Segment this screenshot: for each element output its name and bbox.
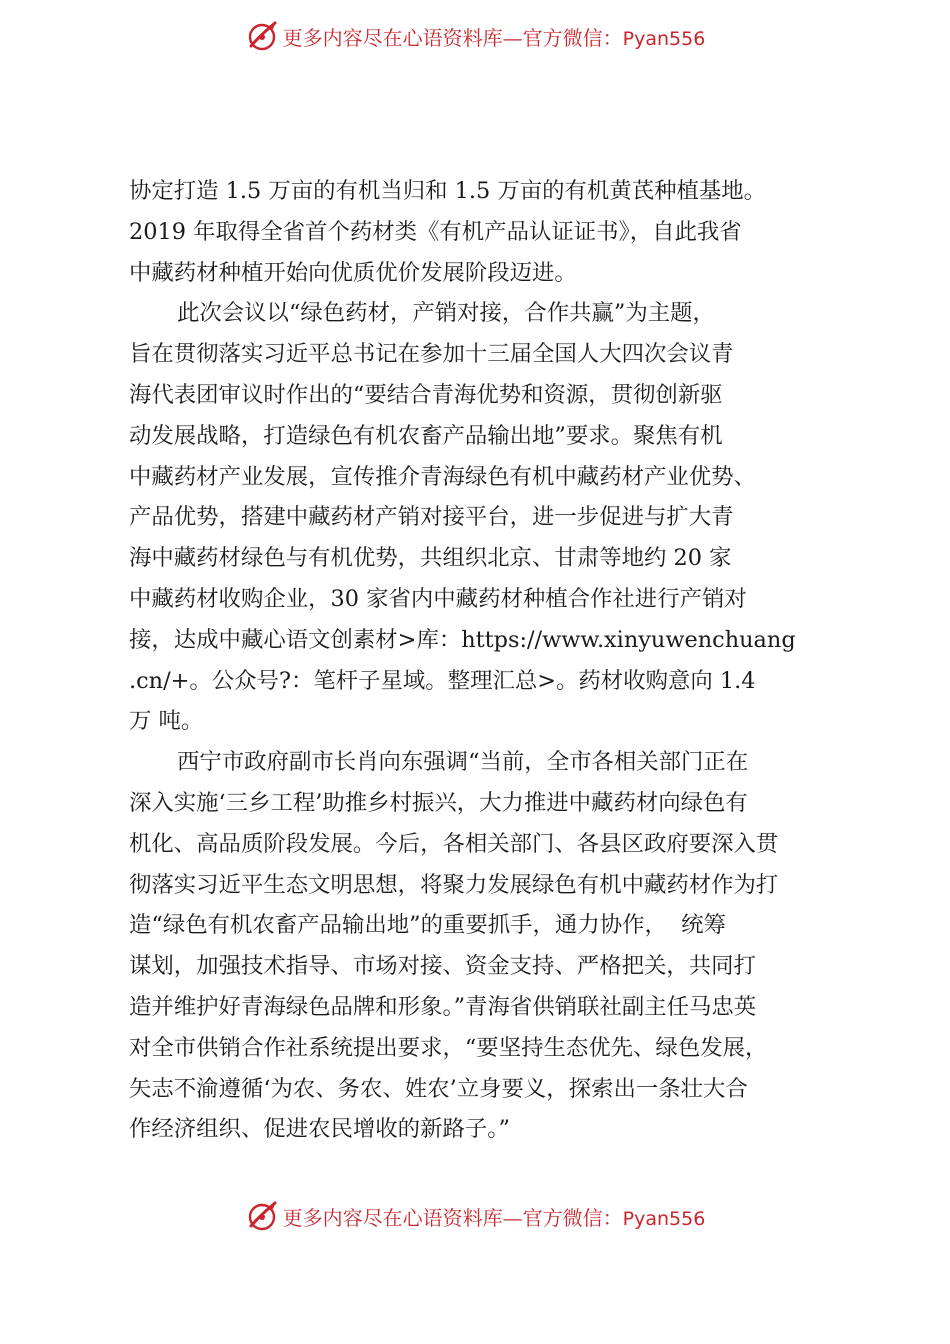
body-line: 接，达成中藏心语文创素材>库：https://www.xinyuwenchuang [129, 626, 796, 653]
body-line: 海中藏药材绿色与有机优势，共组织北京、甘肃等地约 20 家 [129, 545, 732, 572]
body-line: 机化、高品质阶段发展。今后，各相关部门、各县区政府要深入贯 [129, 830, 779, 857]
header-banner [0, 16, 950, 56]
footer-wechat-handle: Pyan556 [622, 1207, 706, 1230]
body-line: 协定打造 1.5 万亩的有机当归和 1.5 万亩的有机黄芪种植基地。 [129, 178, 767, 204]
document-body [129, 171, 839, 1150]
body-line: 彻落实习近平生态文明思想，将聚力发展绿色有机中藏药材作为打 [129, 871, 779, 898]
body-line: 作经济组织、促进农民增收的新路子。” [129, 1116, 510, 1143]
paragraph-start-line: 此次会议以“绿色药材，产销对接，合作共赢”为主题， [177, 300, 715, 327]
brush-logo-icon [245, 19, 279, 53]
body-line: 万 吨。 [129, 708, 204, 735]
body-line: .cn/+。公众号?：笔杆子星域。整理汇总>。药材收购意向 1.4 [129, 667, 756, 694]
body-line: 矢志不渝遵循‘为农、务农、姓农’立身要义，探索出一条壮大合 [129, 1075, 748, 1102]
paragraph-start-line: 西宁市政府副市长肖向东强调“当前，全市各相关部门正在 [177, 749, 749, 776]
body-line: 中藏药材产业发展，宣传推介青海绿色有机中藏药材产业优势、 [129, 463, 756, 490]
body-line: 旨在贯彻落实习近平总书记在参加十三届全国人大四次会议青 [129, 341, 734, 368]
body-line: 产品优势，搭建中藏药材产销对接平台，进一步促进与扩大青 [129, 504, 734, 531]
body-line: 2019 年取得全省首个药材类《有机产品认证证书》，自此我省 [129, 218, 742, 245]
body-line: 对全市供销合作社系统提出要求，“要坚持生态优先、绿色发展， [129, 1034, 768, 1061]
body-line: 造并维护好青海绿色品牌和形象。”青海省供销联社副主任马忠英 [129, 993, 757, 1020]
body-line: 谋划，加强技术指导、市场对接、资金支持、严格把关，共同打 [129, 953, 756, 980]
header-wechat-handle: Pyan556 [622, 27, 706, 50]
body-line: 深入实施‘三乡工程’助推乡村振兴，大力推进中藏药材向绿色有 [129, 789, 748, 816]
body-line: 中藏药材收购企业，30 家省内中藏药材种植合作社进行产销对 [129, 585, 747, 612]
body-line: 造“绿色有机农畜产品输出地”的重要抓手，通力协作， 统筹 [129, 912, 726, 939]
body-line: 海代表团审议时作出的“要结合青海优势和资源，贯彻创新驱 [129, 381, 723, 408]
footer-banner-text: 更多内容尽在心语资料库—官方微信：Pyan556 [282, 1205, 706, 1230]
brush-logo-icon [245, 1199, 279, 1233]
body-line: 动发展战略，打造绿色有机农畜产品输出地”要求。聚焦有机 [129, 422, 723, 449]
body-line: 中藏药材种植开始向优质优价发展阶段迈进。 [129, 259, 577, 286]
header-banner-text: 更多内容尽在心语资料库—官方微信：Pyan556 [282, 25, 706, 50]
footer-banner [0, 1196, 950, 1236]
